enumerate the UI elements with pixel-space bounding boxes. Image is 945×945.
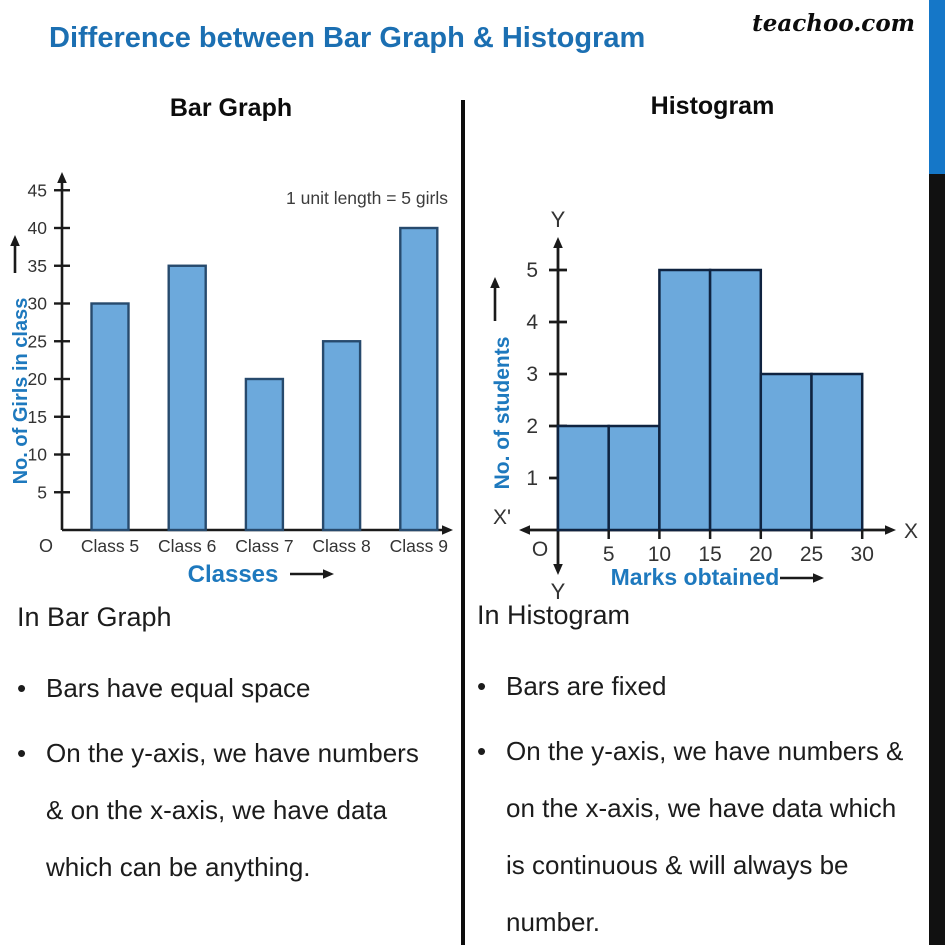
bar-graph-bullet [17,725,462,896]
x-axis-left-arrow-icon [519,525,530,535]
x-axis-right-arrow-icon [885,525,896,535]
origin-label: O [38,536,54,556]
y-tick-label: 1 [526,467,538,490]
x-axis-title: Marks obtained [610,564,780,590]
origin-label: O [531,538,549,561]
histogram-bullet [477,723,939,945]
y-axis-title: No. of students [491,336,514,490]
y-tick-label: 5 [526,259,538,282]
histogram-figure [470,195,942,613]
x-tick-label: 5 [602,543,615,566]
bar [400,228,437,530]
bar-graph-notes [17,600,462,904]
y-tick-label: 35 [27,255,47,276]
histogram-bullet-list [477,658,939,945]
x-tick-label: 30 [850,543,874,566]
x-title-arrow-icon [323,569,334,579]
bar-graph-notes-heading: In Bar Graph [17,602,172,632]
y-top-label: Y [550,207,566,232]
bar [92,304,129,531]
x-axis-title: Classes [187,561,279,588]
histogram-bar [812,374,863,530]
y-tick-label: 25 [27,331,47,352]
bullet-text: Bars have equal space [46,673,311,703]
category-label: Class 9 [389,536,448,556]
y-tick-label: 30 [27,293,47,314]
histogram-column-header: Histogram [650,92,775,120]
x-tick-label: 15 [698,543,722,566]
y-axis-title: No. of Girls in class [10,297,32,485]
y-axis-down-arrow-icon [553,564,563,575]
unit-annotation: 1 unit length = 5 girls [286,188,448,208]
category-label: Class 7 [235,536,294,556]
y-tick-label: 10 [27,444,47,465]
y-axis-title-group [490,277,514,489]
histogram-bar [609,426,660,530]
histogram-notes [477,598,939,945]
bullet-dot: • [477,671,487,701]
histogram-bar [761,374,812,530]
bullet-text: On the y-axis, we have numbers & on the x-axis, we have data which is continuous & will always be number. [506,736,904,937]
x-tick-label: 20 [749,543,773,566]
x-tick-label: 25 [799,543,824,566]
y-bottom-label: Y [550,579,566,604]
bullet-dot: • [477,736,487,766]
y-title-arrow-icon [490,277,500,288]
bar-graph-bullet-list [17,660,462,896]
bullet-text: On the y-axis, we have numbers & on the x-axis, we have data which can be anything. [46,738,419,882]
histogram-bar [659,270,710,530]
histogram-notes-heading: In Histogram [477,600,631,630]
bullet-dot: • [17,673,27,703]
bar-graph-bullet [17,660,462,717]
bar [169,266,206,530]
page-title: Difference between Bar Graph & Histogram [49,22,646,54]
bullet-text: Bars are fixed [506,671,667,701]
x-left-label: X' [492,506,511,529]
x-right-label: X [904,520,919,543]
y-axis-up-arrow-icon [553,237,563,248]
teachoo-logo: teachoo.com [752,10,915,37]
y-tick-label: 15 [27,406,47,427]
histogram-bar [710,270,761,530]
bar [246,379,283,530]
category-label: Class 8 [312,536,371,556]
y-tick-label: 4 [526,311,538,334]
bar-graph-figure [0,168,462,608]
y-title-arrow-icon [10,235,20,246]
y-tick-label: 2 [526,415,538,438]
category-label: Class 5 [80,536,140,556]
histogram-bar [558,426,609,530]
y-axis-arrow-icon [57,172,67,183]
edge-stripe-blue [929,0,945,174]
y-tick-label: 40 [27,218,47,238]
y-tick-label: 5 [37,482,47,503]
x-title-arrow-icon [813,573,824,583]
bullet-dot: • [17,738,27,768]
category-label: Class 6 [158,536,217,556]
y-tick-label: 20 [27,369,47,389]
x-tick-label: 10 [647,543,672,566]
bar [323,341,360,530]
y-tick-label: 3 [526,363,538,386]
histogram-bullet [477,658,939,715]
bar-graph-column-header: Bar Graph [169,94,293,122]
x-axis-arrow-icon [442,525,453,535]
y-tick-label: 45 [27,180,47,201]
